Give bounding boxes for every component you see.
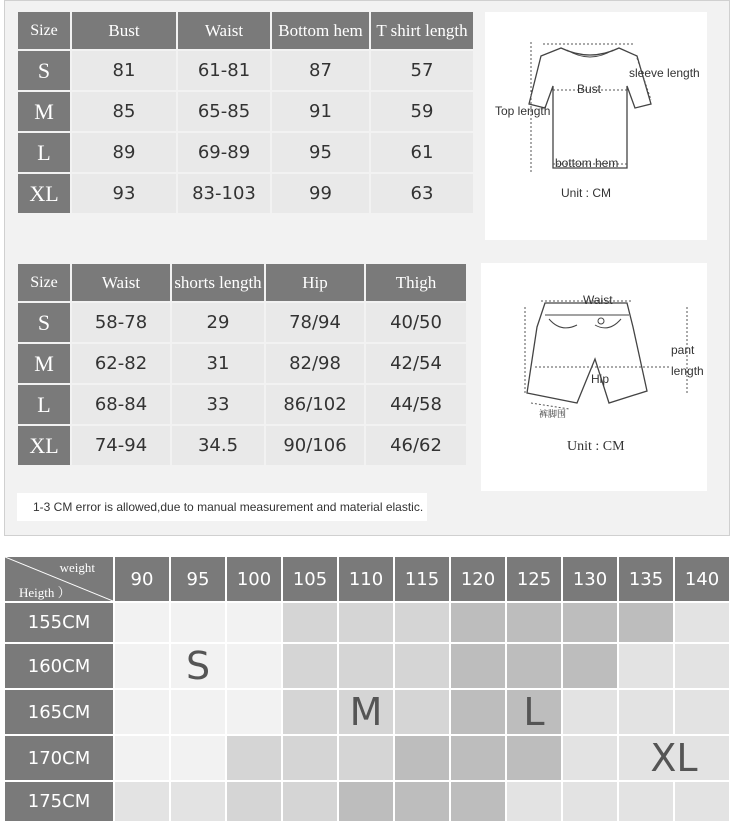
bust-value: 81 [72, 51, 176, 90]
size-label: XL [18, 426, 70, 465]
height-header: 175CM [5, 782, 113, 821]
height-header: 170CM [5, 736, 113, 780]
grid-cell [115, 782, 169, 821]
size-label: L [18, 133, 70, 172]
grid-cell [115, 690, 169, 734]
length-value: 59 [371, 92, 473, 131]
grid-cell [171, 690, 225, 734]
bottom-hem-value: 95 [272, 133, 369, 172]
grid-cell [451, 782, 505, 821]
table-row [5, 644, 729, 688]
label-hip: Hip [591, 372, 610, 386]
length-value: 57 [371, 51, 473, 90]
table-row [18, 133, 473, 172]
bust-value: 85 [72, 92, 176, 131]
grid-corner [5, 557, 113, 601]
weight-axis-label: weight [59, 560, 95, 575]
grid-cell [451, 603, 505, 642]
length-value: 61 [371, 133, 473, 172]
grid-cell [227, 603, 281, 642]
size-label: L [18, 385, 70, 424]
waist-value: 68-84 [72, 385, 170, 424]
size-mark-xl: XL [619, 736, 729, 780]
header-size: Size [18, 264, 70, 301]
weight-header: 125 [507, 557, 561, 601]
grid-cell [283, 644, 337, 688]
grid-cell [339, 736, 393, 780]
tshirt-diagram [485, 12, 707, 240]
label-unit: Unit : CM [567, 439, 625, 454]
header-thigh: Thigh [366, 264, 466, 301]
label-top-length: Top length [495, 104, 551, 118]
shorts-length-value: 29 [172, 303, 264, 342]
grid-cell [675, 690, 729, 734]
label-unit: Unit : CM [561, 186, 612, 200]
shorts-size-table [16, 262, 468, 467]
height-header: 165CM [5, 690, 113, 734]
grid-cell [115, 644, 169, 688]
size-mark-s: S [171, 644, 225, 688]
thigh-value: 40/50 [366, 303, 466, 342]
grid-cell [283, 690, 337, 734]
table-row [18, 51, 473, 90]
size-label: M [18, 92, 70, 131]
weight-header: 90 [115, 557, 169, 601]
shorts-length-value: 34.5 [172, 426, 264, 465]
weight-header: 120 [451, 557, 505, 601]
grid-cell [171, 782, 225, 821]
grid-cell [563, 690, 617, 734]
shorts-length-value: 31 [172, 344, 264, 383]
header-size: Size [18, 12, 70, 49]
shorts-diagram [481, 263, 707, 491]
shorts-length-value: 33 [172, 385, 264, 424]
table-row [5, 603, 729, 642]
grid-cell [395, 736, 449, 780]
thigh-value: 44/58 [366, 385, 466, 424]
label-inseam: 裤脚围 [539, 409, 567, 419]
grid-cell [115, 736, 169, 780]
size-mark-m: M [339, 690, 393, 734]
grid-cell [395, 690, 449, 734]
weight-header: 105 [283, 557, 337, 601]
tshirt-illustration [485, 12, 707, 240]
height-header: 160CM [5, 644, 113, 688]
grid-cell [563, 603, 617, 642]
size-chart-panel [4, 0, 730, 536]
weight-header: 110 [339, 557, 393, 601]
thigh-value: 46/62 [366, 426, 466, 465]
grid-cell [395, 603, 449, 642]
grid-cell [507, 736, 561, 780]
waist-value: 58-78 [72, 303, 170, 342]
bottom-hem-value: 87 [272, 51, 369, 90]
waist-value: 61-81 [178, 51, 270, 90]
grid-cell [227, 690, 281, 734]
grid-cell [283, 736, 337, 780]
label-pant: pant [671, 343, 695, 357]
weight-header: 130 [563, 557, 617, 601]
label-waist: Waist [583, 293, 613, 307]
header-waist: Waist [72, 264, 170, 301]
bust-value: 89 [72, 133, 176, 172]
hip-value: 90/106 [266, 426, 364, 465]
grid-cell [339, 603, 393, 642]
weight-header: 135 [619, 557, 673, 601]
length-value: 63 [371, 174, 473, 213]
table-row [18, 385, 466, 424]
hip-value: 86/102 [266, 385, 364, 424]
grid-cell [171, 603, 225, 642]
grid-cell [171, 736, 225, 780]
grid-cell [451, 736, 505, 780]
grid-cell [619, 644, 673, 688]
grid-cell [675, 603, 729, 642]
grid-cell [451, 690, 505, 734]
grid-cell [675, 782, 729, 821]
table-row [18, 92, 473, 131]
hip-value: 82/98 [266, 344, 364, 383]
grid-cell [283, 603, 337, 642]
bust-value: 93 [72, 174, 176, 213]
label-bottom-hem: bottom hem [555, 156, 619, 170]
waist-value: 69-89 [178, 133, 270, 172]
size-label: XL [18, 174, 70, 213]
weight-header: 140 [675, 557, 729, 601]
label-bust: Bust [577, 82, 602, 96]
size-label: S [18, 51, 70, 90]
height-weight-size-grid [3, 555, 731, 823]
header-waist: Waist [178, 12, 270, 49]
grid-cell [283, 782, 337, 821]
tshirt-size-table [16, 10, 475, 215]
waist-value: 74-94 [72, 426, 170, 465]
grid-cell [339, 644, 393, 688]
header-hip: Hip [266, 264, 364, 301]
grid-cell [395, 644, 449, 688]
grid-cell [619, 690, 673, 734]
bottom-hem-value: 99 [272, 174, 369, 213]
grid-cell [451, 644, 505, 688]
hip-value: 78/94 [266, 303, 364, 342]
thigh-value: 42/54 [366, 344, 466, 383]
size-label: M [18, 344, 70, 383]
header-bust: Bust [72, 12, 176, 49]
grid-cell [395, 782, 449, 821]
grid-cell [227, 736, 281, 780]
table-row [5, 690, 729, 734]
grid-cell [563, 736, 617, 780]
grid-cell [227, 782, 281, 821]
table-row [18, 303, 466, 342]
waist-value: 65-85 [178, 92, 270, 131]
size-label: S [18, 303, 70, 342]
table-row [5, 782, 729, 821]
header-shorts-length: shorts length [172, 264, 264, 301]
grid-cell [507, 603, 561, 642]
grid-cell [563, 782, 617, 821]
grid-cell [227, 644, 281, 688]
grid-cell [507, 644, 561, 688]
label-length: length [671, 364, 704, 378]
header-bottom-hem: Bottom hem [272, 12, 369, 49]
grid-cell [675, 644, 729, 688]
header-tshirt-length: T shirt length [371, 12, 473, 49]
grid-cell [507, 782, 561, 821]
grid-cell [115, 603, 169, 642]
table-row [18, 344, 466, 383]
bottom-hem-value: 91 [272, 92, 369, 131]
table-row [18, 426, 466, 465]
size-mark-l: L [507, 690, 561, 734]
grid-cell [619, 603, 673, 642]
label-sleeve-length: sleeve length [629, 66, 700, 80]
grid-cell [339, 782, 393, 821]
table-row [18, 174, 473, 213]
weight-header: 95 [171, 557, 225, 601]
table-row [5, 736, 729, 780]
grid-cell [619, 782, 673, 821]
height-header: 155CM [5, 603, 113, 642]
waist-value: 62-82 [72, 344, 170, 383]
grid-cell [563, 644, 617, 688]
height-axis-label: Heigth ） [19, 585, 71, 600]
waist-value: 83-103 [178, 174, 270, 213]
weight-header: 115 [395, 557, 449, 601]
weight-header: 100 [227, 557, 281, 601]
measurement-note: 1-3 CM error is allowed,due to manual measurement and material elastic. [17, 493, 427, 521]
